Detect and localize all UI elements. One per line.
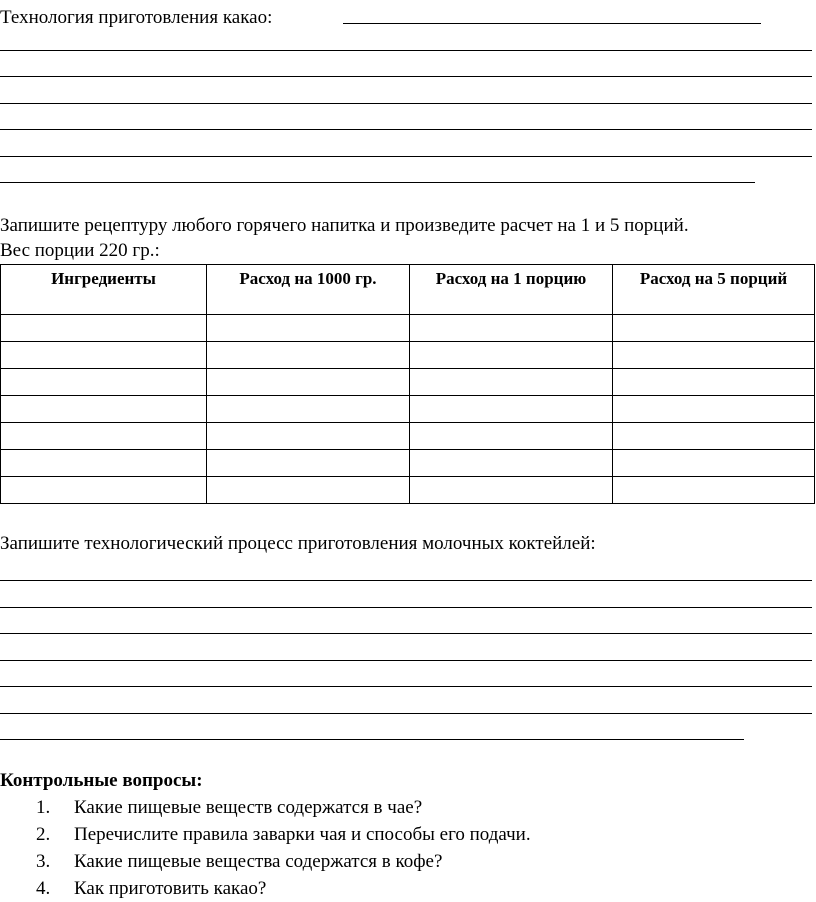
answer-line[interactable] <box>0 76 812 77</box>
answer-line[interactable] <box>0 50 812 51</box>
table-cell[interactable] <box>1 477 207 504</box>
portion-weight: Вес порции 220 гр.: <box>0 240 160 261</box>
table-cell[interactable] <box>207 369 410 396</box>
table-cell[interactable] <box>613 342 815 369</box>
table-cell[interactable] <box>207 450 410 477</box>
table-row <box>1 450 815 477</box>
table-row <box>1 423 815 450</box>
question-text: Какие пищевые вещества содержатся в кофе? <box>74 851 443 872</box>
question-text: Какие пищевые веществ содержатся в чае? <box>74 797 423 818</box>
header-per-1000g: Расход на 1000 гр. <box>207 265 410 315</box>
question-text: Перечислите правила заварки чая и способы его подачи. <box>74 824 531 845</box>
recipe-table <box>0 264 815 504</box>
table-cell[interactable] <box>410 423 613 450</box>
table-row <box>1 396 815 423</box>
answer-line[interactable] <box>0 580 812 581</box>
question-number: 3. <box>36 851 51 872</box>
recipe-instruction: Запишите рецептуру любого горячего напитка и произведите расчет на 1 и 5 порций. <box>0 215 689 236</box>
table-cell[interactable] <box>613 396 815 423</box>
table-cell[interactable] <box>613 423 815 450</box>
question-number: 2. <box>36 824 51 845</box>
question-number: 4. <box>36 878 51 899</box>
header-ingredients: Ингредиенты <box>1 265 207 315</box>
answer-line[interactable] <box>0 103 812 104</box>
table-row <box>1 477 815 504</box>
answer-line[interactable] <box>0 660 812 661</box>
table-cell[interactable] <box>410 369 613 396</box>
table-cell[interactable] <box>1 396 207 423</box>
answer-line[interactable] <box>0 182 755 183</box>
table-header-row <box>1 265 815 315</box>
answer-line[interactable] <box>0 713 812 714</box>
question-text: Как приготовить какао? <box>74 878 267 899</box>
table-cell[interactable] <box>1 450 207 477</box>
table-cell[interactable] <box>613 450 815 477</box>
table-cell[interactable] <box>1 423 207 450</box>
table-cell[interactable] <box>1 315 207 342</box>
answer-line[interactable] <box>0 607 812 608</box>
answer-line[interactable] <box>0 686 812 687</box>
table-cell[interactable] <box>410 315 613 342</box>
table-row <box>1 342 815 369</box>
table-cell[interactable] <box>410 342 613 369</box>
answer-line[interactable] <box>0 739 744 740</box>
table-cell[interactable] <box>613 315 815 342</box>
table-cell[interactable] <box>410 396 613 423</box>
table-cell[interactable] <box>207 396 410 423</box>
answer-line[interactable] <box>0 633 812 634</box>
table-cell[interactable] <box>613 369 815 396</box>
header-per-5-portions: Расход на 5 порций <box>613 265 815 315</box>
control-questions-title: Контрольные вопросы: <box>0 770 203 791</box>
table-cell[interactable] <box>613 477 815 504</box>
question-number: 1. <box>36 797 51 818</box>
table-row <box>1 315 815 342</box>
table-cell[interactable] <box>1 369 207 396</box>
table-cell[interactable] <box>207 477 410 504</box>
answer-line[interactable] <box>0 156 812 157</box>
milkshake-process-label: Запишите технологический процесс приготовления молочных коктейлей: <box>0 533 596 554</box>
table-cell[interactable] <box>207 342 410 369</box>
table-cell[interactable] <box>1 342 207 369</box>
table-cell[interactable] <box>410 450 613 477</box>
answer-line[interactable] <box>343 23 761 24</box>
answer-line[interactable] <box>0 129 812 130</box>
table-cell[interactable] <box>410 477 613 504</box>
cocoa-technology-label: Технология приготовления какао: <box>0 7 273 28</box>
header-per-1-portion: Расход на 1 порцию <box>410 265 613 315</box>
table-row <box>1 369 815 396</box>
table-cell[interactable] <box>207 423 410 450</box>
table-cell[interactable] <box>207 315 410 342</box>
